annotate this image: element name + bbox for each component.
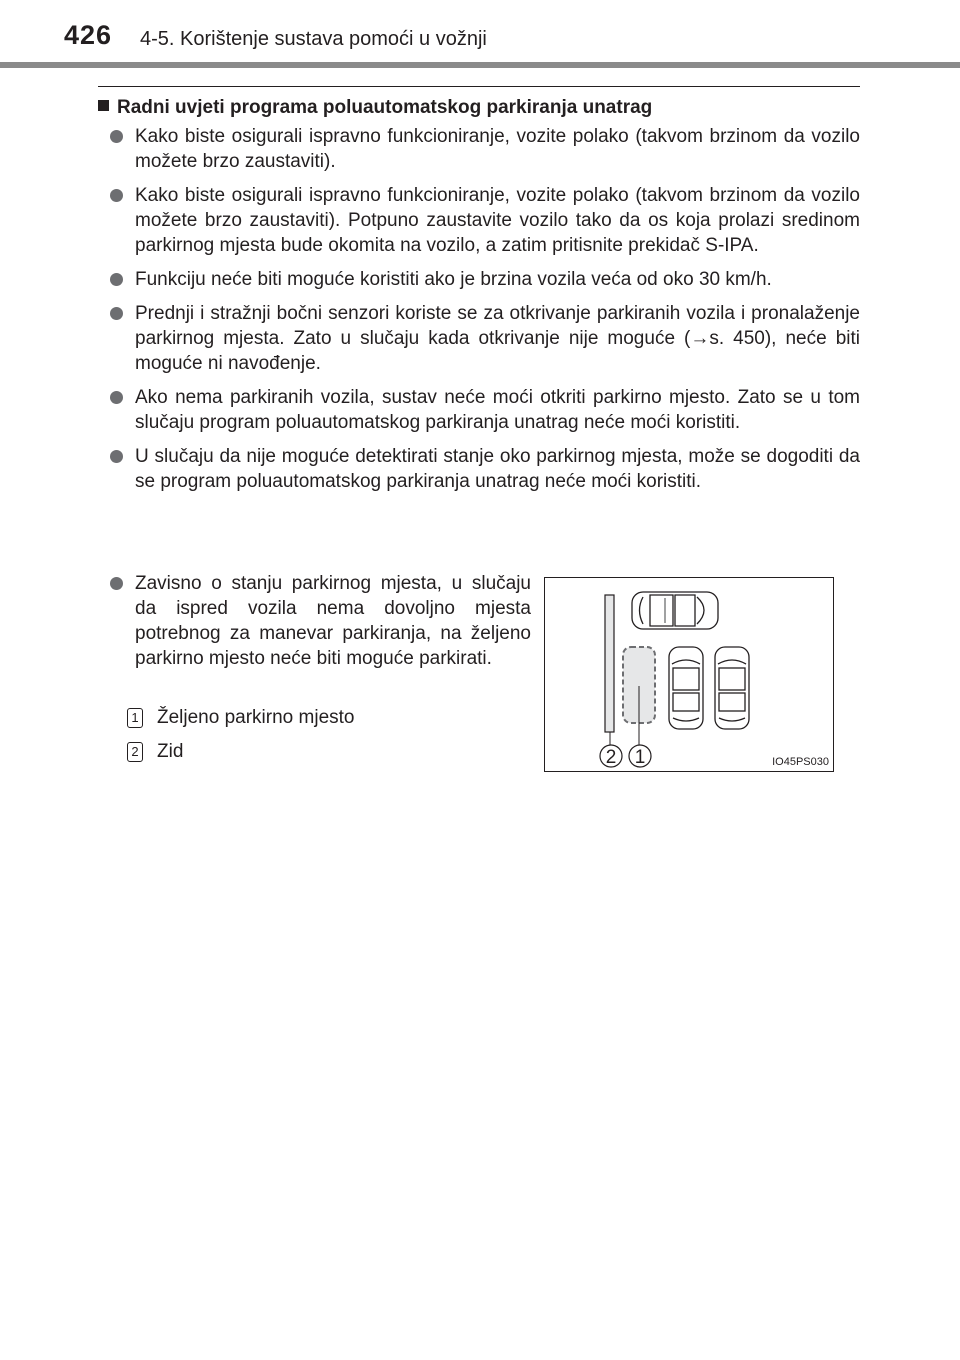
bullet-dot-icon — [110, 189, 123, 202]
list-item — [108, 385, 860, 435]
list-item-text: Zavisno o stanju parkirnog mjesta, u slučaju da ispred vozila nema dovoljno mjesta potrebnog za manevar parkiranja, na željeno parkirno mjesto neće biti moguće parkirati. — [135, 573, 531, 669]
list-item-text: Ako nema parkiranih vozila, sustav neće moći otkriti parkirno mjesto. Zato se u tom slučaju program poluautomatskog parkiranja unatrag neće moći koristiti. — [135, 387, 860, 433]
header-bar — [0, 62, 960, 68]
list-item-text: Funkciju neće biti moguće koristiti ako je brzina vozila veća od oko 30 km/h. — [135, 269, 772, 290]
section-divider — [98, 86, 860, 87]
car-icon — [669, 647, 703, 729]
list-item-text: Prednji i stražnji bočni senzori koriste se za otkrivanje parkiranih vozila i pronalaženje parkirnog mjesta. Zato u slučaju kada otkrivanje nije moguće (→s. 450), neće biti moguće ni navođenje. — [135, 303, 860, 374]
page-header — [0, 0, 960, 70]
list-item-text: U slučaju da nije moguće detektirati stanje oko parkirnog mjesta, može se dogoditi da se program poluautomatskog parkiranja unatrag neće moći koristiti. — [135, 446, 860, 492]
parking-diagram — [544, 577, 834, 772]
chapter-title: 4-5. Korištenje sustava pomoći u vožnji — [140, 28, 487, 50]
bullet-dot-icon — [110, 391, 123, 404]
legend-item — [127, 707, 354, 729]
list-item-text: Kako biste osigurali ispravno funkcioniranje, vozite polako (takvom brzinom da vozilo možete brzo zaustaviti). Potpuno zaustavite vozilo tako da os koja prolazi sredinom parkirnog mjesta bude okomita na vozilo, a zatim pritisnite prekidač S-IPA. — [135, 185, 860, 256]
car-icon — [715, 647, 749, 729]
parking-diagram-illustration — [545, 578, 833, 771]
legend-label: Željeno parkirno mjesto — [157, 707, 355, 728]
list-item — [108, 183, 860, 258]
bullet-dot-icon — [110, 577, 123, 590]
page-number: 426 — [64, 20, 113, 50]
list-item — [108, 571, 531, 671]
legend-item — [127, 741, 183, 763]
figure-code: IO45PS030 — [772, 756, 829, 768]
bullet-dot-icon — [110, 130, 123, 143]
list-item — [108, 301, 860, 376]
bullet-dot-icon — [110, 450, 123, 463]
wall-shape — [605, 595, 614, 732]
legend-label: Zid — [157, 741, 184, 762]
list-item-text: Kako biste osigurali ispravno funkcioniranje, vozite polako (takvom brzinom da vozilo možete brzo zaustaviti). — [135, 126, 860, 172]
bullet-list — [108, 124, 860, 503]
callout-number: 1 — [634, 747, 646, 768]
list-item — [108, 124, 860, 174]
bullet-dot-icon — [110, 273, 123, 286]
callout-number: 2 — [605, 747, 617, 768]
section-heading — [98, 97, 652, 119]
list-item — [108, 444, 860, 494]
legend-number: 2 — [127, 742, 143, 762]
section-heading-text: Radni uvjeti programa poluautomatskog parkiranja unatrag — [117, 97, 653, 118]
car-icon — [632, 592, 718, 629]
list-item — [108, 267, 860, 292]
square-bullet-icon — [98, 100, 109, 111]
legend-number: 1 — [127, 708, 143, 728]
bullet-dot-icon — [110, 307, 123, 320]
